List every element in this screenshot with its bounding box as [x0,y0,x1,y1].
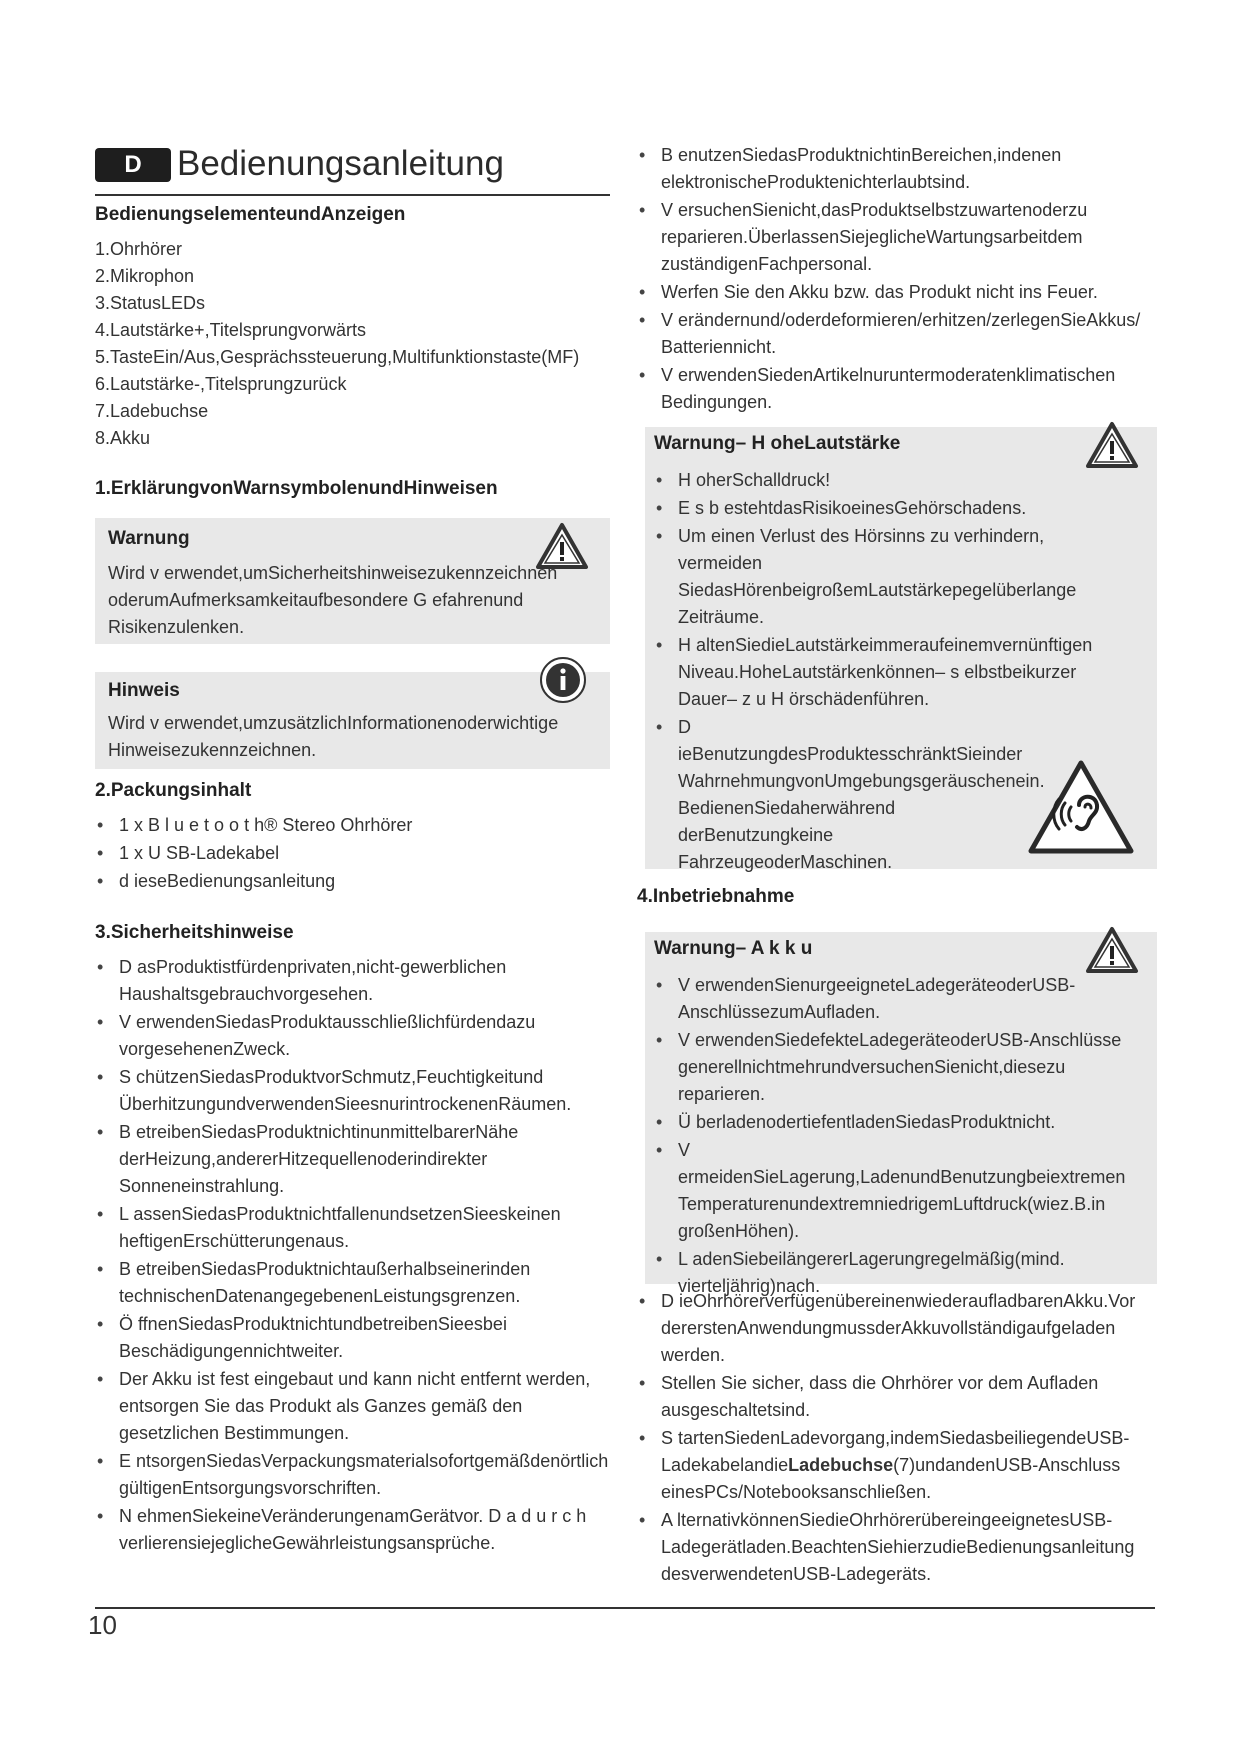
controls-item: 7.Ladebuchse [95,401,209,421]
list-item: • Ö ffnenSiedasProduktnichtundbetreibenSieesbei Beschädigungennichtweiter. [95,1311,610,1365]
safety-list [95,954,610,1558]
list-item: • V ersuchenSienicht,dasProduktselbstzuwartenoderzu reparieren.ÜberlassenSiejeglicheWartungsarbeitdem zuständigenFachpersonal. [637,197,1157,278]
controls-item: 8.Akku [95,428,151,448]
page-number: 10 [88,1610,117,1640]
warning-box-title: Warnung [108,528,190,549]
controls-item: 2.Mikrophon [95,266,195,286]
language-badge: D [95,148,171,182]
list-item: • H oherSchalldruck! [654,467,1124,494]
list-item: • V erändernund/oderdeformieren/erhitzen/zerlegenSieAkkus/ Batteriennicht. [637,307,1157,361]
section1-heading: 1.ErklärungvonWarnsymbolenundHinweisen [95,478,498,499]
battery-warning-title: Warnung– A k k u [654,938,813,959]
info-icon [539,656,587,704]
section2-heading: 2.Packungsinhalt [95,780,252,801]
controls-item: 5.TasteEin/Aus,Gesprächssteuerung,Multifunktionstaste(MF) [95,347,580,367]
controls-item: 6.Lautstärke-,Titelsprungzurück [95,374,347,394]
list-item: • S chützenSiedasProduktvorSchmutz,Feuchtigkeitund ÜberhitzungundverwendenSieesnurintrockenenRäumen. [95,1064,610,1118]
list-item: • Um einen Verlust des Hörsinns zu verhindern, vermeiden SiedasHörenbeigroßemLautstärkepegelüberlange Zeiträume. [654,523,1124,631]
section4-heading: 4.Inbetriebnahme [637,886,795,907]
hearing-damage-icon [1025,757,1137,857]
list-item: • V erwendenSiedasProduktausschließlichfürdendazu vorgesehenenZweck. [95,1009,610,1063]
hint-box-title: Hinweis [108,680,180,701]
battery-warning-list [654,972,1134,1301]
list-item: • 1 x B l u e t o o t h® Stereo Ohrhörer [95,812,605,839]
list-item: • E ntsorgenSiedasVerpackungsmaterialsofortgemäßdenörtlich gültigenEntsorgungsvorschriften. [95,1448,610,1502]
list-item: • A lternativkönnenSiedieOhrhörerübereingeeignetesUSB- Ladegerätladen.BeachtenSiehierzudieBedienungsanleitung desverwendetenUSB-Ladegeräts. [637,1507,1157,1588]
charge-text-prefix: S tartenSiedenLadevorgang,indemSiedasbeiliegendeUSB- Ladekabelandie [661,1428,1130,1475]
package-contents-list [95,812,605,896]
list-item: • Werfen Sie den Akku bzw. das Produkt nicht ins Feuer. [637,279,1157,306]
charge-socket-label: Ladebuchse [788,1455,894,1475]
list-item: • B etreibenSiedasProduktnichtaußerhalbseinerinden technischenDatenangegebenenLeistungsgrenzen. [95,1256,610,1310]
list-item: • 1 x U SB-Ladekabel [95,840,605,867]
list-item: • d ieseBedienungsanleitung [95,868,605,895]
charge-text-suffix: (7)undandenUSB-Anschluss einesPCs/Notebooksanschließen. [661,1455,1121,1502]
controls-list [95,236,615,452]
controls-item: 3.StatusLEDs [95,293,206,313]
footer-rule [95,1607,1155,1609]
controls-item: 1.Ohrhörer [95,239,183,259]
list-item: • H altenSiedieLautstärkeimmeraufeinemvernünftigen Niveau.HoheLautstärkenkönnen– s elbstbeikurzer Dauer– z u H örschädenführen. [654,632,1124,713]
list-item: • B enutzenSiedasProduktnichtinBereichen,indenen elektronischeProduktenichterlaubtsind. [637,142,1157,196]
list-item: • E s b estehtdasRisikoeinesGehörschadens. [654,495,1124,522]
warning-box [95,518,610,644]
hint-box [95,672,610,769]
warning-triangle-icon [1085,421,1139,469]
list-item: • D asProduktistfürdenprivaten,nicht-gewerblichen Haushaltsgebrauchvorgesehen. [95,954,610,1008]
controls-heading: BedienungselementeundAnzeigen [95,204,406,225]
battery-warning-box [645,932,1157,1296]
volume-warning-box [645,427,1157,872]
list-item: • Ü berladenodertiefentladenSiedasProduktnicht. [654,1109,1134,1136]
setup-list [637,1288,1157,1589]
list-item: • D ieOhrhörerverfügenübereinenwiederaufladbarenAkku.Vor dererstenAnwendungmussderAkkuvollständigaufgeladen werden. [637,1288,1157,1369]
list-item: • D ieBenutzungdesProduktesschränktSieinder WahrnehmungvonUmgebungsgeräuschenein. BedienenSiedaherwährend derBenutzungkeine FahrzeugeoderMaschinen. [654,714,958,876]
list-item: • Stellen Sie sicher, dass die Ohrhörer vor dem Aufladen ausgeschaltetsind. [637,1370,1157,1424]
list-item: • Der Akku ist fest eingebaut und kann nicht entfernt werden, entsorgen Sie das Produkt als Ganzes gemäß den gesetzlichen Bestimmungen. [95,1366,610,1447]
list-item: • L adenSiebeilängererLagerungregelmäßig(mind. vierteljährig)nach. [654,1246,1134,1300]
volume-warning-title: Warnung– H oheLautstärke [654,433,901,454]
safety-list-continued [637,142,1157,417]
list-item: • B etreibenSiedasProduktnichtinunmittelbarerNähe derHeizung,andererHitzequellenoderindirekter Sonneneinstrahlung. [95,1119,610,1200]
list-item: • V erwendenSiedefekteLadegeräteoderUSB-Anschlüsse generellnichtmehrundversuchenSienicht,diesezu reparieren. [654,1027,1134,1108]
list-item: • N ehmenSiekeineVeränderungenamGerätvor. D a d u r c h verlierensiejeglicheGewährleistungsansprüche. [95,1503,610,1557]
warning-triangle-icon [1085,926,1139,974]
warning-box-text: Wird v erwendet,umSicherheitshinweisezukennzeichnen oderumAufmerksamkeitaufbesondere G efahrenund Risikenzulenken. [108,563,558,637]
page-title: Bedienungsanleitung [177,144,504,183]
list-item: • V ermeidenSieLagerung,LadenundBenutzungbeiextremen TemperaturenundextremniedrigemLuftdruck(wiez.B.in großenHöhen). [654,1137,1134,1245]
title-row [95,142,610,196]
list-item: • V erwendenSiedenArtikelnuruntermoderatenklimatischen Bedingungen. [637,362,1157,416]
list-item: • L assenSiedasProduktnichtfallenundsetzenSieeskeinen heftigenErschütterungenaus. [95,1201,610,1255]
section3-heading: 3.Sicherheitshinweise [95,922,294,943]
hint-box-text: Wird v erwendet,umzusätzlichInformationenoderwichtige Hinweisezukennzeichnen. [108,713,559,760]
controls-item: 4.Lautstärke+,Titelsprungvorwärts [95,320,366,340]
list-item [637,1425,1157,1506]
list-item: • V erwendenSienurgeeigneteLadegeräteoderUSB- AnschlüssezumAufladen. [654,972,1134,1026]
